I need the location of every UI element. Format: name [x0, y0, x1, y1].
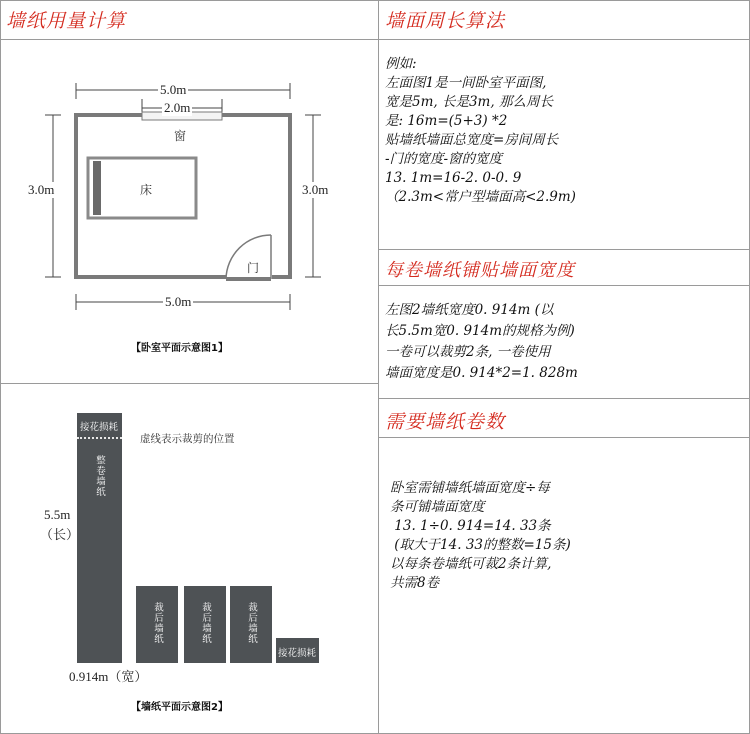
left-height-label: 3.0m: [28, 182, 55, 197]
perimeter-title: 墙面周长算法: [385, 10, 506, 32]
rolls-line-6: 共需8卷: [390, 575, 440, 591]
wallpaper-calc-title: 墙纸用量计算: [6, 10, 127, 32]
width-per-roll-title: 每卷墙纸铺贴墙面宽度: [385, 260, 575, 281]
top-width-label: 5.0m: [160, 82, 187, 97]
roll-width-label: 0.914m（宽）: [69, 669, 148, 684]
cut-dashed-line: [77, 437, 122, 439]
width-line-3: 一卷可以裁剪2条, 一卷使用: [385, 344, 551, 360]
rolls-line-5: 以每条卷墙纸可裁2条计算,: [390, 556, 552, 572]
width-line-2: 长5.5m宽0. 914m的规格为例): [385, 323, 575, 339]
perimeter-line-2: 左面图1是一间卧室平面图,: [385, 75, 547, 91]
perimeter-line-6: -门的宽度-窗的宽度: [385, 151, 503, 167]
floor-plan-caption: 【卧室平面示意图1】: [131, 343, 228, 354]
right-height-label: 3.0m: [302, 182, 329, 197]
perimeter-line-4: 是: 16m=(5+3) *2: [385, 113, 508, 129]
roll-height-sub: （长）: [40, 527, 80, 542]
door-label: 门: [247, 261, 260, 275]
end-waste-label: 接花损耗: [278, 648, 317, 659]
perimeter-line-1: 例如:: [385, 56, 417, 72]
perimeter-line-8: （2.3m<常户型墙面高<2.9m): [385, 189, 576, 205]
wallpaper-plan-caption: 【墙纸平面示意图2】: [131, 702, 228, 713]
rolls-line-4: (取大于14. 33的整数=15条): [390, 537, 571, 553]
window-width-label: 2.0m: [164, 100, 191, 115]
full-roll-strip: [77, 413, 122, 663]
full-roll-label: 整卷墙纸: [94, 455, 105, 497]
rolls-line-1: 卧室需铺墙纸墙面宽度÷每: [390, 480, 550, 496]
top-waste-label: 接花损耗: [80, 422, 119, 433]
floor-plan-diagram: [0, 39, 379, 384]
width-line-4: 墙面宽度是0. 914*2=1. 828m: [385, 365, 578, 381]
rolls-needed-title: 需要墙纸卷数: [385, 411, 506, 433]
bottom-width-label: 5.0m: [165, 294, 192, 309]
width-line-1: 左图2墙纸宽度0. 914m (以: [385, 302, 554, 318]
perimeter-line-3: 宽是5m, 长是3m, 那么周长: [385, 94, 553, 110]
roll-height-label: 5.5m: [44, 507, 71, 522]
perimeter-line-7: 13. 1m=16-2. 0-0. 9: [385, 170, 522, 186]
rolls-line-2: 条可铺墙面宽度: [390, 499, 485, 515]
cut-strip-2-label: 裁后墙纸: [200, 602, 211, 644]
rolls-line-3: 13. 1÷0. 914=14. 33条: [390, 518, 551, 534]
cut-strip-3-label: 裁后墙纸: [246, 602, 257, 644]
dash-note: 虚线表示裁剪的位置: [140, 433, 235, 445]
cut-strip-1-label: 裁后墙纸: [152, 602, 163, 644]
perimeter-line-5: 贴墙纸墙面总宽度=房间周长: [385, 132, 559, 148]
bed-label: 床: [140, 183, 153, 197]
window-label: 窗: [174, 129, 187, 143]
